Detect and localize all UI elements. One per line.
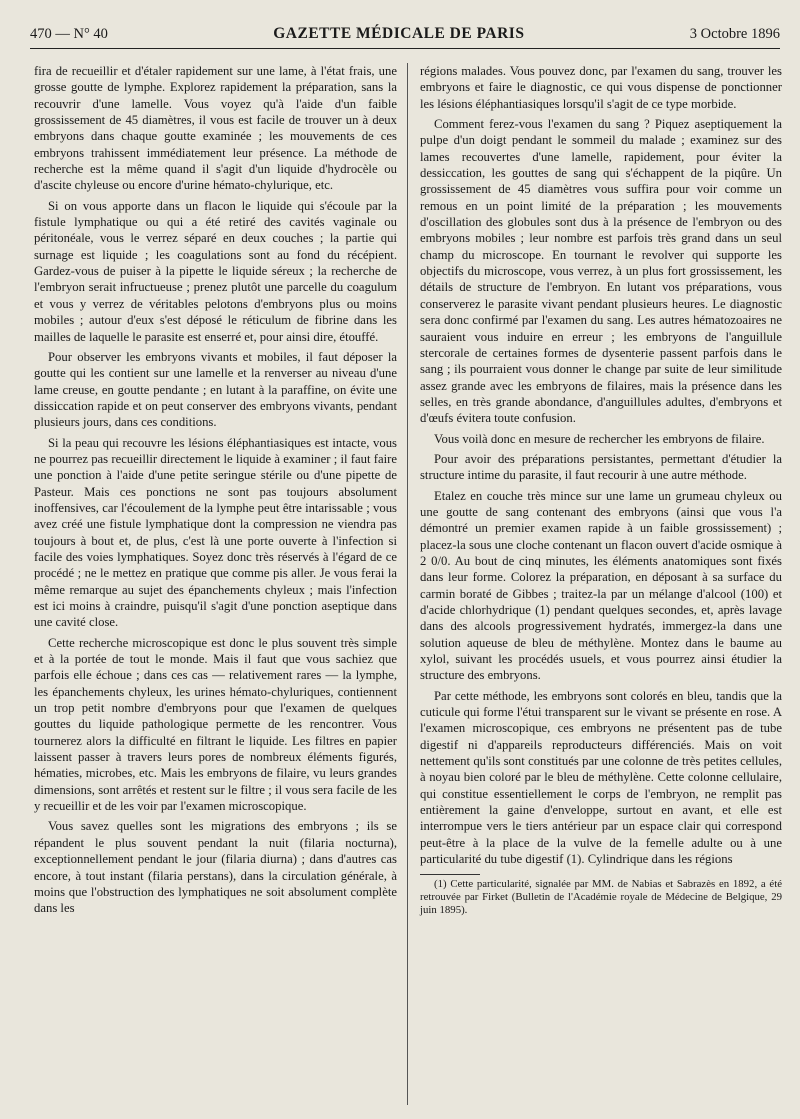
issue-date: 3 Octobre 1896 [689, 25, 780, 42]
paragraph: Si la peau qui recouvre les lésions éléphantiasiques est intacte, vous ne pourrez pas recueillir directement le liquide à examiner ; il faut faire une ponction à l'aide d'une petite seringue stérile ou d'une pipette de Pasteur. Mais ces ponctions ne sont pas toujours absolument inoffensives, car l'écoulement de la lymphe peut être intarissable ; vous avez créé une fistule lymphatique dont la compression ne viendra pas toujours à bout et, de plus, c'est là une porte ouverte à l'infection si facile des voies lymphatiques. Soyez donc très réservés à l'égard de ce procédé ; ne le mettez en pratique que comme pis aller. Je vous ferai la même remarque au sujet des épanchements chyleux ; mais l'infection est ici moins à craindre, puisqu'il s'agit d'une ponction aseptique dans une cavité close. [34, 435, 397, 630]
footnote: (1) Cette particularité, signalée par MM. de Nabias et Sabrazès en 1892, a été retrouvée par Firket (Bulletin de l'Académie royale de Médecine de Belgique, 29 juin 1895). [420, 877, 782, 916]
article-body [26, 63, 790, 1105]
paragraph: Par cette méthode, les embryons sont colorés en bleu, tandis que la cuticule qui forme l'étui transparent sur le vivant se présente en rose. A l'examen microscopique, ces embryons ne présentent pas de tube digestif ni d'appareils reproducteurs différenciés. Mais on voit nettement qu'ils sont constitués par une colonne de très petites cellules, à noyau bien coloré par le bleu de méthylène. Cette colonne cellulaire, qui constitue essentiellement le corps de l'embryon, ne remplit pas entièrement la gaine d'enveloppe, surtout en avant, et elle est interrompue vers le tiers antérieur par un espace clair qui correspond peut-être à la place de la vulve de la femelle adulte ou à une particularité du tube digestif (1). Cylindrique dans les régions [420, 688, 782, 867]
right-column [408, 63, 790, 1105]
left-column [26, 63, 408, 1105]
paragraph: Vous voilà donc en mesure de rechercher les embryons de filaire. [434, 431, 765, 446]
paragraph: régions malades. Vous pouvez donc, par l'examen du sang, trouver les embryons et faire le diagnostic, ce qui vous dispense de ponctionner les lésions éléphantiasiques lorsqu'il s'agit de ce type morbide. [420, 64, 782, 111]
paragraph: fira de recueillir et d'étaler rapidement sur une lame, à l'état frais, une grosse goutte de lymphe. Explorez rapidement la préparation, sans la recouvrir d'une lamelle. Vous voyez qu'à l'aide d'un faible grossissement de 45 diamètres, il vous est facile de trouver un à deux embryons dans chaque goutte examinée ; les mouvements de ces embryons trahissent immédiatement leur présence. La méthode de recherche est la même quand il s'agit d'un liquide d'hydrocèle ou d'ascite chyleuse ou encore d'urine hémato-chylurique, etc. [34, 64, 397, 193]
paragraph: Pour avoir des préparations persistantes, permettant d'étudier la structure intime du parasite, il faut recourir à une autre méthode. [420, 451, 782, 483]
page-number: 470 — N° 40 [30, 25, 108, 42]
paragraph: Pour observer les embryons vivants et mobiles, il faut déposer la goutte qui les contient sur une lamelle et la renverser au niveau d'une lame creuse, en goutte pendante ; en lutant à la paraffine, on évite une dissiccation rapide et on peut conserver des embryons vivants, pendant plusieurs jours, dans ces conditions. [34, 349, 397, 430]
paragraph: Etalez en couche très mince sur une lame un grumeau chyleux ou une goutte de sang contenant des embryons (ainsi que vous l'a démontré un premier examen rapide à un faible grossissement) ; placez-la sous une cloche contenant un flacon ouvert d'acide osmique à 2 0/0. Au bout de cinq minutes, les éléments anatomiques sont fixés dans leur forme. Colorez la préparation, en déposant à sa surface du carmin boraté de Gibbes ; traitez-la par un mélange d'alcool (100) et d'acide chlorhydrique (1) pendant quelques secondes, et, après lavage dans des alcools progressivement hydratés, immergez-la dans une solution aqueuse de bleu de méthylène. Montez dans le baume au xylol, suivant les procédés usuels, et vous pourrez ainsi étudier la structure des embryons. [420, 488, 782, 683]
page-header [30, 20, 780, 49]
footnote-divider [420, 874, 480, 875]
journal-title: GAZETTE MÉDICALE DE PARIS [273, 25, 525, 42]
paragraph: Vous savez quelles sont les migrations des embryons ; ils se répandent le plus souvent pendant la nuit (filaria nocturna), exceptionnellement pendant le jour (filaria diurna) ; dans d'autres cas encore, à tout instant (filaria perstans), dans la circulation générale, à moins que l'obstruction des lymphatiques ne soit absolument complète dans les [34, 819, 397, 916]
paragraph: Comment ferez-vous l'examen du sang ? Piquez aseptiquement la pulpe d'un doigt pendant le sommeil du malade ; examinez sur des lames recouvertes d'une lamelle, rapidement, pour éviter la dessiccation, les gouttes de sang qui s'échappent de la piqûre. Un grossissement de 45 diamètres vous suffira pour voir comme un remous en un point limité de la préparation ; les mouvements d'oscillation des globules sont dus à la présence de l'embryon ou des embryons mobiles ; leur nombre est parfois très grand dans un seul champ du microscope. En tournant le revolver qui supporte les objectifs du microscope, vous verrez, à un plus fort grossissement, les détails de structure de l'embryon. En lutant vos préparations, vous conserverez le parasite vivant pendant plusieurs heures. Le diagnostic sera donc confirmé par l'examen du sang. Les autres hématozoaires ne sauraient vous induire en erreur ; les embryons de l'anguillule stercorale de certaines formes de dysenterie passent parfois dans le sang ; ils pourraient vous donner le change par suite de leur similitude assez grande avec les embryons de filaires, mais la présence dans les selles, en très grande abondance, d'anguillules adultes, d'embryons et d'œufs évitera toute confusion. [420, 117, 782, 426]
paragraph: Si on vous apporte dans un flacon le liquide qui s'écoule par la fistule lymphatique ou qui a été retiré des cavités vaginale ou péritonéale, vous le verrez séparé en deux couches ; la partie qui surnage est liquide ; les coagulations sont au fond du récépient. Gardez-vous de puiser à la pipette le liquide séreux ; la recherche de l'embryon serait infructueuse ; prenez plutôt une parcelle du coagulum et vous y verrez de véritables pelotons d'embryons plus ou moins mobiles ; autour d'eux s'est déposé le réticulum de fibrine dans les mailles de laquelle le parasite est enserré et, pour ainsi dire, étouffé. [34, 198, 397, 344]
paragraph: Cette recherche microscopique est donc le plus souvent très simple et à la portée de tout le monde. Mais il faut que vous sachiez que parfois elle échoue ; dans ces cas — relativement rares — la lymphe, les épanchements chyleux, les urines hémato-chyluriques, contiennent un trop petit nombre d'embryons pour que l'examen de quelques gouttes du liquide pathologique permette de les rencontrer. Vous tournerez alors la difficulté en filtrant le liquide. Les filtres en papier laissent passer à travers leurs pores de nombreux éléments figurés, hématies, microbes, etc. Mais les embryons de filaire, vu leurs grandes dimensions, sont arrêtés et restent sur le filtre ; il vous sera facile de les y recueillir et de les voir par l'examen microscopique. [34, 635, 397, 814]
